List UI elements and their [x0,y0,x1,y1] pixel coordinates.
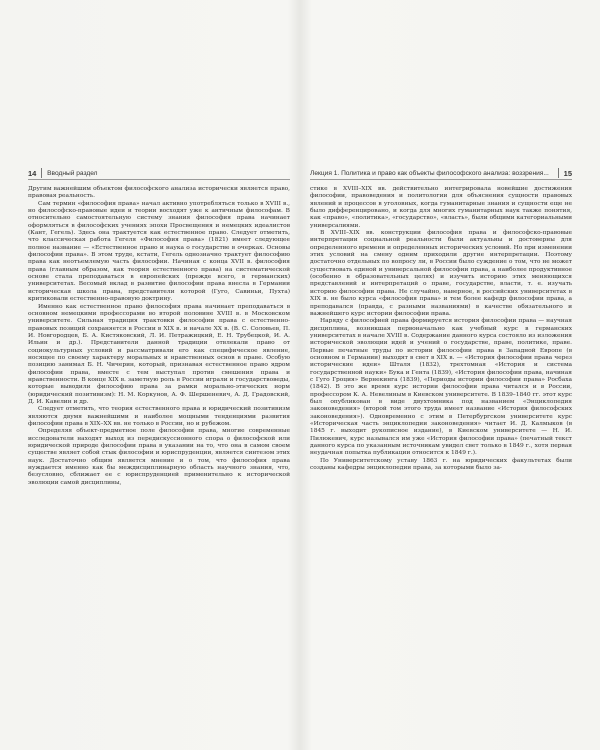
paragraph: Сам термин «философия права» начал активно употребляться только в XVIII в., но философско-правовые идеи и теории восходят уже к античным философам. В относительно самостоятельную систему знания философия права начинает оформляться в философских учениях эпохи Просвещения и немецких идеалистов (Кант, Гегель). Здесь она трактуется как естественное право. Следует отметить, что классическая работа Гегеля «Философия права» (1821) имеет следующее полное название — «Естественное право и наука о государстве в очерках. Основы философии права». В этом труде, кстати, Гегель однозначно трактует философию права как неотъемлемую часть философии. Начиная с конца XVII в. философия права (главным образом, как теория естественного права) на систематической основе стала преподаваться в европейских (прежде всего, в германских) университетах. Весомый вклад в развитие философии права внесла в Германии историческая школа права, представители которой (Гуго, Савиньи, Пухта) критиковали естественно-правовую доктрину. [28,200,290,303]
header-divider [558,168,559,178]
paragraph: Другим важнейшим объектом философского анализа исторически является право, правовая реальность. [28,186,290,200]
right-page-body [310,186,572,472]
right-running-head: Лекция 1. Политика и право как объекты философского анализа: воззрения... [310,169,549,177]
paragraph: Определяя объект-предметное поле философии права, многие современные исследователи находят выход из передискуссионного спора о философской или юридической природе философии права в указании на то, что она в самом своем существе являет собой стык философии и юриспруденции, является синтезом этих наук. Достаточно общим является мнение и о том, что философия права нуждается именно как бы междисциплинарную область научного знания, что, безусловно, сближает ее с юриспруденцией применительно к исторической эволюции самой дисциплины, [28,428,290,486]
right-page-number: 15 [563,168,572,178]
header-divider [41,168,42,178]
left-page [28,168,290,487]
paragraph: В XVIII–XIX вв. конструкции философия права и философско-правовые интерпретации социальной реальности были актуальны и достоверны для определенного времени и определенных исторических условий. Но при изменении этих условий на смену одним приходили другие интерпретации. Поэтому достаточно отдельных по вопросу ли, в России было суждение о том, что не может существовать единой и универсальной философии права, а наиболее продуктивное (особенно в образовательных целях) и изучить историю этих меняющихся представлений и интерпретаций о праве, государстве, власти, т. е. изучать историю философии права. Не случайно, наверное, в российских университетах в XIX в. не было курса «философия права» и тем более кафедр философии права, а преподавался (правда, с разными названиями) в качестве обязательного и важнейшего курс истории философии права. [310,230,572,317]
paragraph: Наряду с философией права формируется история философии права — научная дисциплина, возникшая первоначально как учебный курс в германских университетах в начале XVIII в. Содержание данного курса состояло из изложения исторической эволюции идей и учений о государстве, праве, политике, праве. Первые печатные труды по истории философии права в Западной Европе (в основном в Германии) выходят в свет в XIX в. — «История философии права через исторические идеи» Шталя (1832), трехтомная «История и система государственной науки» Бука и Гента (1839), «История философии права, начиная с Гуго Гроция» Вернекинга (1839), «Периоды истории философии права» Росбаха (1842). В это же время курс истории философии права читался и в России, профессором К. А. Невелиным в Киевском университете. В 1839–1840 гг. этот курс был опубликован в виде двухтомника под названием «Энциклопедия законоведения» (второй том этого труда имеет название «История философских законоведения»). Одновременно с этим в Петербургском университете курс «Историческая часть энциклопедии законоведения» читает И. Д. Калмыков (в 1845 г. выходит рукописное издание), в Киевском университете — Н. И. Пилюкевич, курс назывался им уже «История философии права» (печатный текст данного курса по указанным источникам увидел свет только в 1849 г., хотя первая неудачная попытка публикации относится к 1849 г.). [310,318,572,457]
right-page-header [310,168,572,180]
left-running-head: Вводный раздел [47,169,98,177]
left-page-body [28,186,290,487]
left-page-number: 14 [28,168,37,178]
paragraph: стике в XVIII–XIX вв. действительно интегрировала новейшие достижения философии, правоведения и политологии для объяснения сущности правовых явлений и процессов в уголовных, когда гуманитарные знания и сущности еще не было дифференцировано, и когда для многих гуманитарных наук также понятия, как «право», «политика», «государство», «власть», были общими категориальными универсалиями. [310,186,572,229]
paragraph: По Университетскому уставу 1863 г. на юридических факультетах были созданы кафедры энциклопедии права, за которыми было за- [310,457,572,472]
right-page [310,168,572,472]
left-page-header [28,168,290,180]
paragraph: Именно как естественное право философия права начинает преподаваться в основном немецкими профессорами во второй половине XVIII в. в Московском университете. Сильная традиция трактовки философии права с естественно-правовых позиций сохраняется в России в XIX в. и начале XX в. (В. С. Соловьев, П. И. Новгородцев, Б. А. Кистяковский, Л. И. Петражицкий, Е. Н. Трубецкой, И. А. Ильин и др.). Представители данной традиции отвлекали право от социокультурных условий и рассматривали его как специфическое явление, носящее по своему характеру моральных и нравственных основ в праве. Особую позицию занимал Б. Н. Чичерин, который, признавая естественное право ядром философии права, вместе с тем выступал против смешения права и нравственности. В конце XIX в. заметную роль в России играли и государствоведы, которые выводили философию права за рамки морально-этических норм (юридический позитивизм): Н. М. Коркунов, А. Ф. Шершеневич, А. Д. Градовский, Д. И. Кавелин и др. [28,303,290,405]
paragraph: Следует отметить, что теория естественного права и юридический позитивизм являются двумя важнейшими и наиболее мощными тенденциями развития философии права в XIX–XX вв. не только в России, но и рубежом. [28,406,290,427]
